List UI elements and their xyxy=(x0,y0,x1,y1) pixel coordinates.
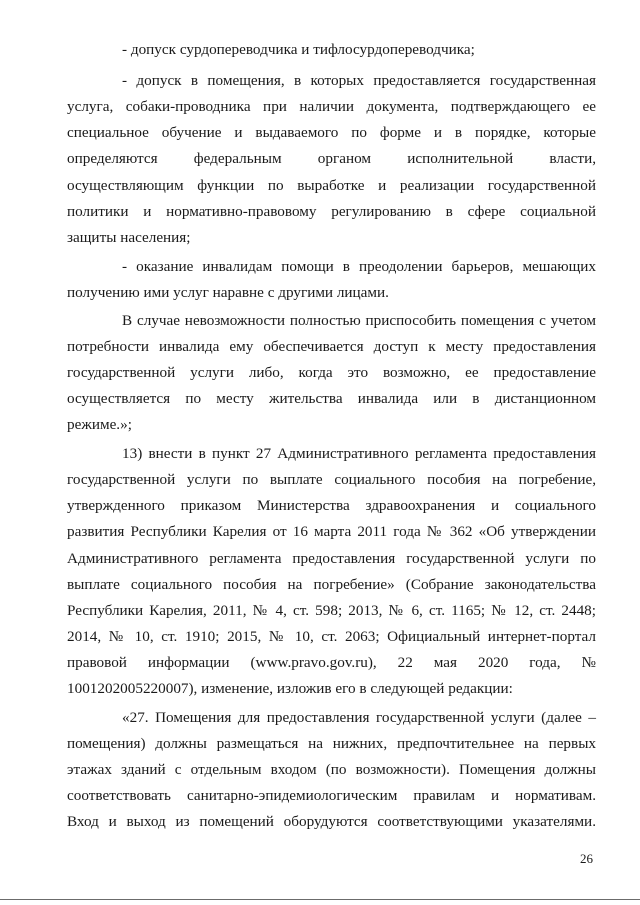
text-line: политики и нормативно-правовому регулированию в сфере социальной xyxy=(67,203,596,220)
text-line: Административного регламента предоставления государственной услуги по xyxy=(67,550,596,567)
text-line: специальное обучение и выдаваемого по форме и в порядке, которые xyxy=(67,124,596,141)
text-line: 13) внести в пункт 27 Административного регламента предоставления xyxy=(122,445,596,462)
text-line: 1001202005220007), изменение, изложив его в следующей редакции: xyxy=(67,680,513,697)
text-line: развития Республики Карелия от 16 марта 2011 года № 362 «Об утверждении xyxy=(67,523,596,540)
page-number: 26 xyxy=(580,851,593,866)
text-line: услуга, собаки-проводника при наличии документа, подтверждающего ее xyxy=(67,98,596,115)
text-line: осуществляется по месту жительства инвалида или в дистанционном xyxy=(67,390,596,407)
text-line: правовой информации (www.pravo.gov.ru), 22 мая 2020 года, № xyxy=(67,654,596,671)
text-line: - допуск сурдопереводчика и тифлосурдопереводчика; xyxy=(122,41,475,58)
text-line: государственной услуги либо, когда это возможно, ее предоставление xyxy=(67,364,596,381)
text-line: этажах зданий с отдельным входом (по возможности). Помещения должны xyxy=(67,761,596,778)
text-line: - допуск в помещения, в которых предоставляется государственная xyxy=(122,72,596,89)
text-line: Республики Карелия, 2011, № 4, ст. 598; 2013, № 6, ст. 1165; № 12, ст. 2448; xyxy=(67,602,596,619)
text-line: утвержденного приказом Министерства здравоохранения и социального xyxy=(67,497,596,514)
text-line: помещения) должны размещаться на нижних, предпочтительнее на первых xyxy=(67,735,596,752)
text-line: защиты населения; xyxy=(67,229,191,246)
text-line: потребности инвалида ему обеспечивается доступ к месту предоставления xyxy=(67,338,596,355)
text-line: - оказание инвалидам помощи в преодолении барьеров, мешающих xyxy=(122,258,596,275)
text-line: выплате социального пособия на погребение» (Собрание законодательства xyxy=(67,576,596,593)
page-edge-rule xyxy=(0,899,640,900)
text-line: соответствовать санитарно-эпидемиологическим правилам и нормативам. xyxy=(67,787,596,804)
text-line: определяются федеральным органом исполнительной власти, xyxy=(67,150,596,167)
text-line: Вход и выход из помещений оборудуются соответствующими указателями. xyxy=(67,813,596,830)
text-line: 2014, № 10, ст. 1910; 2015, № 10, ст. 2063; Официальный интернет-портал xyxy=(67,628,596,645)
text-line: получению ими услуг наравне с другими лицами. xyxy=(67,284,389,301)
text-line: государственной услуги по выплате социального пособия на погребение, xyxy=(67,471,596,488)
text-line: В случае невозможности полностью приспособить помещения с учетом xyxy=(122,312,596,329)
text-line: режиме.»; xyxy=(67,416,132,433)
text-line: осуществляющим функции по выработке и реализации государственной xyxy=(67,177,596,194)
text-line: «27. Помещения для предоставления государственной услуги (далее – xyxy=(122,709,596,726)
